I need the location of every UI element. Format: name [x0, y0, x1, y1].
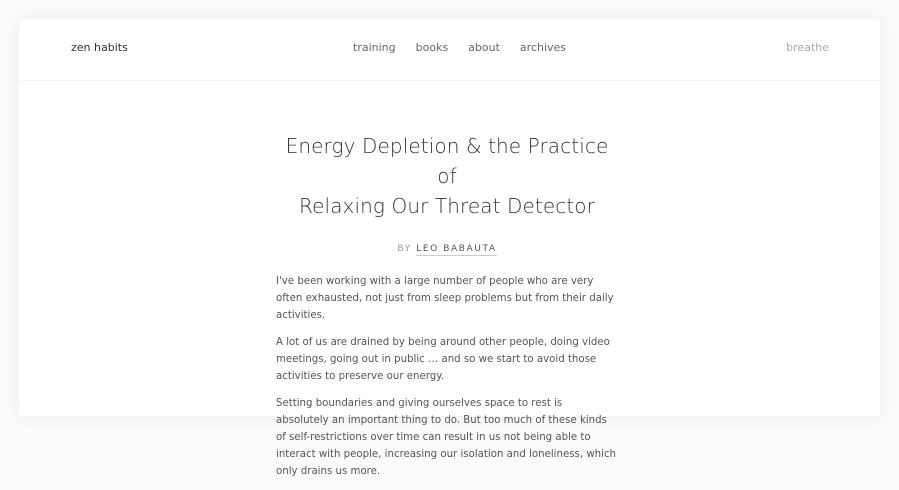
site-header: [19, 19, 880, 81]
article-title: [276, 131, 618, 221]
byline-prefix: BY: [397, 244, 412, 254]
site-logo-link[interactable]: zen habits: [71, 41, 128, 54]
title-line-1: Energy Depletion & the Practice of: [285, 134, 609, 188]
nav-about[interactable]: about: [468, 41, 500, 54]
byline: [276, 244, 618, 254]
main-nav: [353, 41, 566, 54]
paragraph-3: Setting boundaries and giving ourselves space to rest is absolutely an important thing to do. But too much of these kinds of self-restrictions over time can result in us not being able to interact with people, increasing our isolation and loneliness, which only drains us more.: [276, 398, 616, 477]
author-link[interactable]: LEO BABAUTA: [416, 244, 497, 254]
breathe-link[interactable]: breathe: [786, 41, 829, 54]
page-card: [19, 19, 880, 477]
paragraph-1: I've been working with a large number of people who are very often exhausted, not just from sleep problems but from their daily activities.: [276, 276, 614, 321]
paragraph-2: A lot of us are drained by being around other people, doing video meetings, going out in public … and so we start to avoid those activities to preserve our energy.: [276, 337, 610, 382]
nav-books[interactable]: books: [415, 41, 449, 54]
nav-archives[interactable]: archives: [519, 41, 567, 54]
article: [276, 131, 618, 490]
title-line-2: Relaxing Our Threat Detector: [299, 194, 595, 218]
article-body: [276, 273, 618, 480]
nav-training[interactable]: training: [353, 41, 396, 54]
